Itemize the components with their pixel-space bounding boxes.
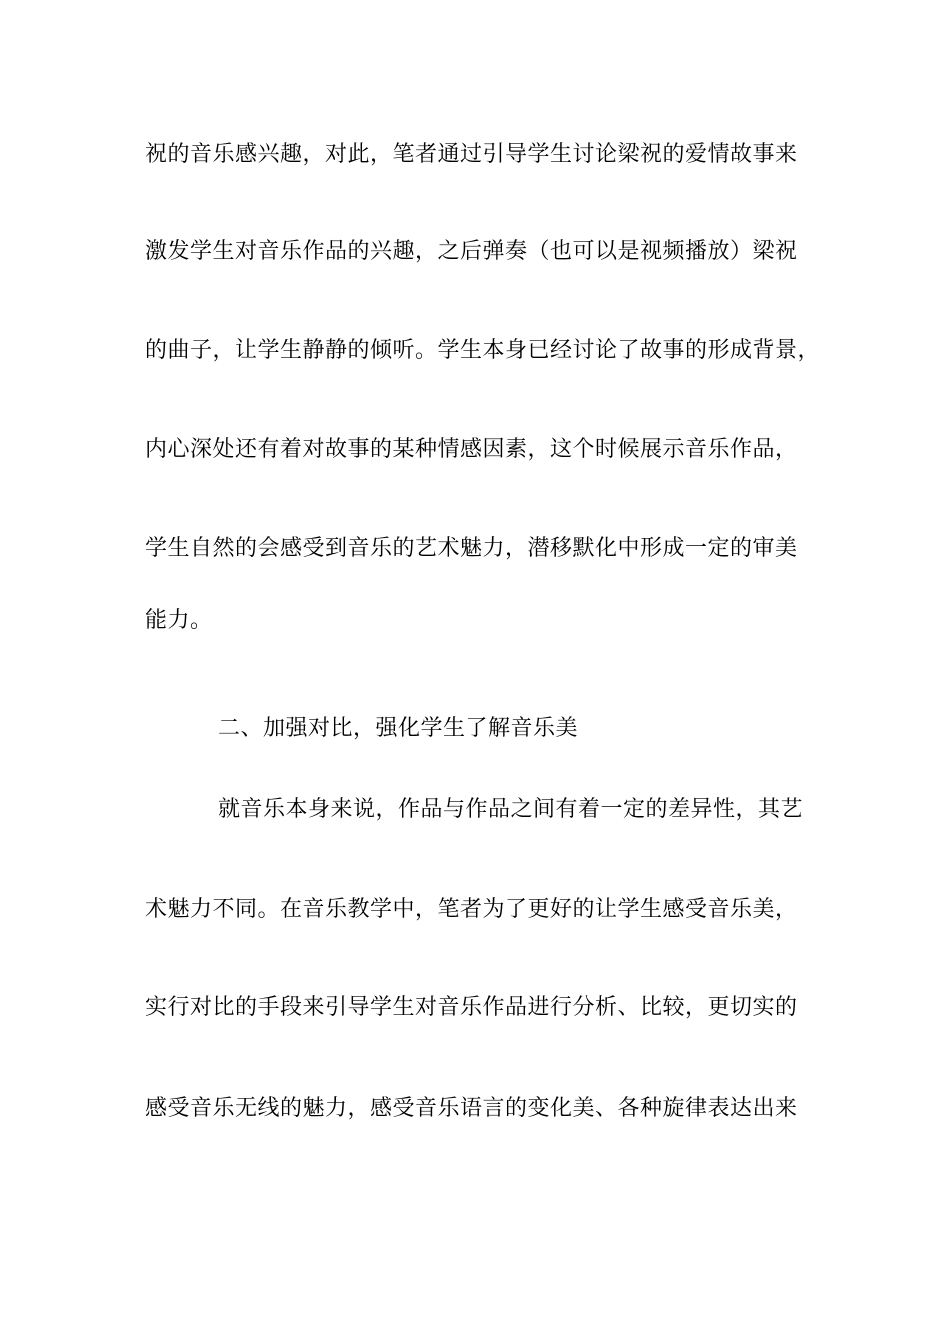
paragraph-line: 激发学生对音乐作品的兴趣，之后弹奏（也可以是视频播放）梁祝 [145, 239, 798, 264]
paragraph-line: 内心深处还有着对故事的某种情感因素，这个时候展示音乐作品， [145, 437, 798, 462]
paragraph-line: 的曲子，让学生静静的倾听。学生本身已经讨论了故事的形成背景， [145, 338, 821, 363]
paragraph-line: 祝的音乐感兴趣，对此，笔者通过引导学生讨论梁祝的爱情故事来 [145, 142, 798, 167]
paragraph-line: 实行对比的手段来引导学生对音乐作品进行分析、比较，更切实的 [145, 995, 798, 1020]
paragraph-line: 能力。 [145, 608, 213, 633]
paragraph-line: 就音乐本身来说，作品与作品之间有着一定的差异性，其艺 [218, 797, 804, 822]
paragraph-line: 学生自然的会感受到音乐的艺术魅力，潜移默化中形成一定的审美 [145, 536, 798, 561]
paragraph-line: 术魅力不同。在音乐教学中，笔者为了更好的让学生感受音乐美， [145, 897, 798, 922]
section-heading: 二、加强对比，强化学生了解音乐美 [218, 716, 579, 741]
paragraph-line: 感受音乐无线的魅力，感受音乐语言的变化美、各种旋律表达出来 [145, 1096, 798, 1121]
